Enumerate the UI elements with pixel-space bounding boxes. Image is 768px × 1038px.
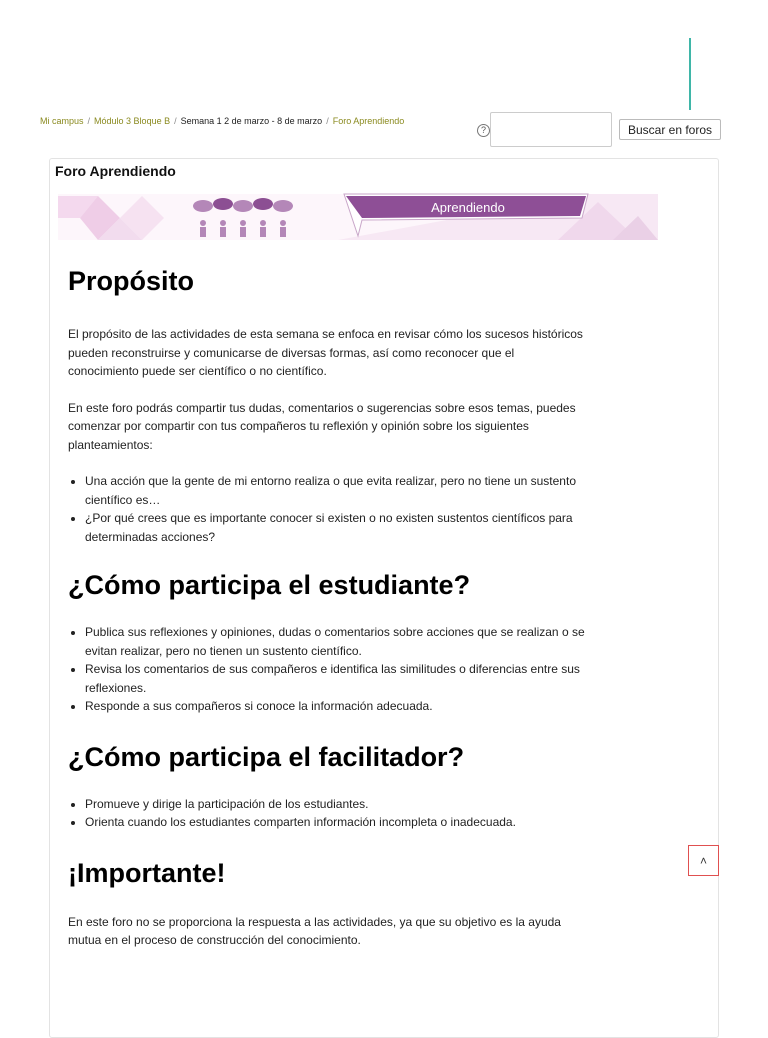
heading-facilitador: ¿Cómo participa el facilitador? bbox=[68, 741, 465, 772]
forum-description bbox=[68, 262, 588, 950]
list-item: • Responde a sus compañeros si conoce la información adecuada. bbox=[85, 697, 588, 716]
list bbox=[68, 623, 588, 716]
paragraph: En este foro podrás compartir tus dudas, comentarios o sugerencias sobre esos temas, puedes comenzar por compartir con tus compañeros tu reflexión y opinión sobre los siguientes planteamientos: bbox=[68, 400, 576, 452]
breadcrumb bbox=[40, 116, 404, 126]
list-item: • Una acción que la gente de mi entorno realiza o que evita realizar, pero no tiene un sustento científico es… bbox=[85, 472, 588, 509]
list bbox=[68, 795, 588, 832]
breadcrumb-item-semana: Semana 1 2 de marzo - 8 de marzo bbox=[180, 116, 323, 126]
search-forums-input[interactable] bbox=[490, 112, 612, 147]
forum-banner bbox=[58, 188, 658, 240]
heading-importante: ¡Importante! bbox=[68, 857, 226, 888]
list-item: • ¿Por qué crees que es importante conocer si existen o no existen sustentos científicos para determinadas acciones? bbox=[85, 509, 588, 546]
list bbox=[68, 472, 588, 546]
vertical-divider bbox=[689, 38, 691, 110]
chevron-up-icon: ˄ bbox=[699, 854, 707, 868]
breadcrumb-item-modulo[interactable]: Módulo 3 Bloque B bbox=[94, 116, 171, 126]
question-circle-icon[interactable]: ? bbox=[477, 124, 490, 137]
breadcrumb-separator: / bbox=[87, 116, 91, 126]
breadcrumb-item-mi-campus[interactable]: Mi campus bbox=[40, 116, 84, 126]
list-item: • Revisa los comentarios de sus compañeros e identifica las similitudes o diferencias entre sus reflexiones. bbox=[85, 660, 588, 697]
heading-estudiante: ¿Cómo participa el estudiante? bbox=[68, 570, 471, 600]
list-item: • Promueve y dirige la participación de los estudiantes. bbox=[85, 795, 588, 814]
list-item: • Orienta cuando los estudiantes comparten información incompleta o inadecuada. bbox=[85, 813, 588, 832]
paragraph: En este foro no se proporciona la respuesta a las actividades, ya que su objetivo es la ayuda mutua en el proceso de construcción del conocimiento. bbox=[68, 914, 561, 947]
breadcrumb-separator: / bbox=[174, 116, 177, 126]
back-to-top-button[interactable] bbox=[688, 845, 719, 876]
heading-proposito: Propósito bbox=[68, 266, 194, 296]
list-item: • Publica sus reflexiones y opiniones, dudas o comentarios sobre acciones que se realizan o se evitan realizar, pero no tienen un sustento científico. bbox=[85, 623, 588, 660]
paragraph: El propósito de las actividades de esta semana se enfoca en revisar cómo los sucesos históricos pueden reconstruirse y comunicarse de diversas formas, así como reconocer que el conocimiento puede ser científico o no científico. bbox=[68, 327, 583, 378]
breadcrumb-item-foro[interactable]: Foro Aprendiendo bbox=[332, 116, 405, 126]
banner-label: Aprendiendo bbox=[431, 200, 505, 215]
search-forums-button[interactable]: Buscar en foros bbox=[619, 119, 721, 140]
breadcrumb-separator: / bbox=[326, 116, 329, 126]
forum-title: Foro Aprendiendo bbox=[55, 163, 176, 179]
